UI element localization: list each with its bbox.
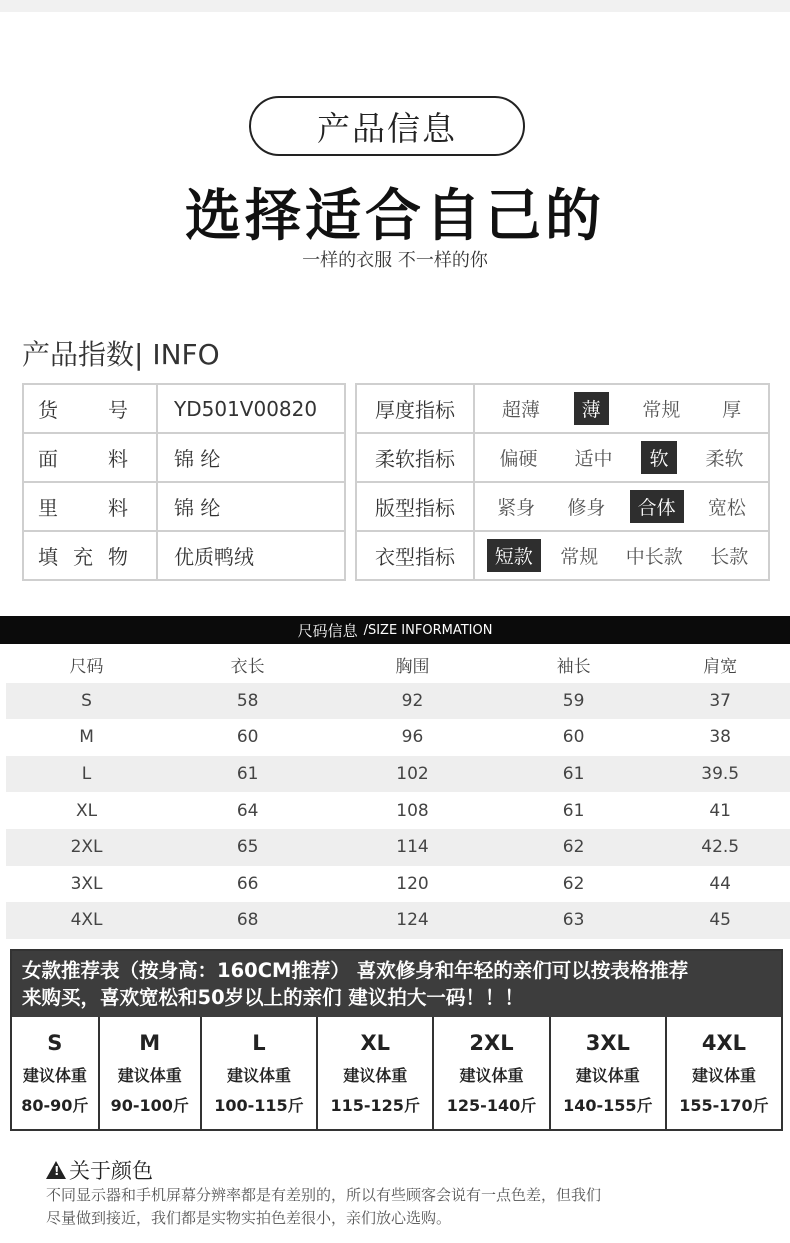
column-header: 胸围: [395, 656, 430, 677]
product-info-pill: 产品信息: [249, 96, 525, 156]
size-row: [6, 866, 790, 903]
index-row: [356, 433, 769, 482]
size-row: [6, 756, 790, 793]
size-cell: 65: [167, 829, 328, 866]
basic-row: [23, 433, 345, 482]
weight-range: 155-170斤: [679, 1095, 769, 1115]
size-cell: XL: [75, 800, 98, 821]
basic-key: 货 号: [23, 384, 157, 433]
index-option: 中长款: [625, 546, 683, 568]
size-cell: 59: [497, 683, 651, 720]
warning-icon: !: [46, 1161, 66, 1179]
color-note-title: [46, 1155, 153, 1185]
basic-value: 锦 纶: [157, 482, 345, 531]
index-row: [356, 482, 769, 531]
size-cell: 45: [650, 902, 790, 939]
weight-size: M: [139, 1030, 161, 1055]
weight-size: 2XL: [469, 1030, 514, 1055]
top-strip: [0, 0, 790, 12]
weight-range: 100-115斤: [214, 1095, 304, 1115]
size-table: [6, 646, 790, 939]
weight-cell: [433, 1017, 549, 1129]
basic-key: 填 充 物: [23, 531, 157, 580]
weight-label: 建议体重: [343, 1065, 408, 1085]
size-cell: 61: [497, 756, 651, 793]
size-cell: M: [79, 727, 94, 748]
size-row: [6, 902, 790, 939]
index-option: 常规: [560, 546, 599, 568]
basic-info-table: [22, 383, 346, 581]
size-cell: 64: [236, 800, 259, 821]
index-option: 修身: [567, 497, 606, 519]
size-cell: 62: [497, 829, 651, 866]
weight-cell: [550, 1017, 666, 1129]
weight-range: 140-155斤: [563, 1095, 653, 1115]
index-option: 宽松: [707, 497, 746, 519]
size-cell: 37: [650, 683, 790, 720]
size-cell: L: [6, 756, 167, 793]
color-note-line-1: 不同显示器和手机屏幕分辨率都是有差别的，所以有些顾客会说有一点色差，但我们: [46, 1186, 602, 1204]
size-cell: 61: [562, 800, 585, 821]
size-cell: 61: [167, 756, 328, 793]
basic-key: 里 料: [23, 482, 157, 531]
size-chart-title-cn: 尺码信息: [297, 621, 358, 640]
index-option: 软: [641, 441, 676, 474]
weight-cell: [201, 1017, 317, 1129]
index-label: 版型指标: [356, 482, 474, 531]
weight-range: 80-90斤: [21, 1095, 89, 1115]
index-label: 柔软指标: [356, 433, 474, 482]
size-cell: 114: [328, 829, 497, 866]
basic-row: [23, 531, 345, 580]
color-note-heading: 关于颜色: [69, 1159, 153, 1183]
size-cell: 102: [328, 756, 497, 793]
size-cell: 96: [401, 727, 424, 748]
index-option: 偏硬: [499, 448, 538, 470]
index-label: 衣型指标: [356, 531, 474, 580]
size-cell: 39.5: [650, 756, 790, 793]
recommendation-header: [12, 951, 781, 1017]
weight-range: 90-100斤: [110, 1095, 189, 1115]
info-section-title: 产品指数| INFO: [22, 338, 220, 371]
basic-value: 优质鸭绒: [157, 531, 345, 580]
recommendation-line-2: 来购买，喜欢宽松和50岁以上的亲们 建议拍大一码！！！: [22, 986, 524, 1009]
size-cell: 38: [709, 727, 731, 748]
column-header: 袖长: [556, 656, 591, 677]
size-chart-title-en: /SIZE INFORMATION: [363, 622, 493, 638]
index-option: 柔软: [705, 448, 744, 470]
weight-label: 建议体重: [691, 1065, 756, 1085]
weight-size: L: [252, 1030, 266, 1055]
weight-cell: [12, 1017, 99, 1129]
index-option: 合体: [630, 490, 684, 523]
size-row: [6, 792, 790, 829]
weight-range: 125-140斤: [446, 1095, 537, 1115]
index-option: 薄: [574, 392, 609, 425]
recommendation-box: [10, 949, 783, 1131]
size-row: [6, 829, 790, 866]
index-option: 紧身: [497, 497, 536, 519]
size-cell: 41: [709, 800, 731, 821]
size-cell: 42.5: [650, 829, 790, 866]
recommendation-line-1: 女款推荐表（按身高：160CM推荐） 喜欢修身和年轻的亲们可以按表格推荐: [22, 959, 689, 982]
index-row: [356, 384, 769, 433]
size-cell: S: [6, 683, 167, 720]
weight-cell: [317, 1017, 433, 1129]
size-cell: 58: [167, 683, 328, 720]
weight-table: [12, 1017, 781, 1129]
column-header: 肩宽: [703, 656, 738, 677]
size-cell: 60: [236, 727, 259, 748]
weight-label: 建议体重: [22, 1065, 87, 1085]
size-table-header: [6, 646, 790, 683]
size-cell: 68: [167, 902, 328, 939]
size-cell: 120: [396, 873, 429, 894]
size-chart-header: [0, 616, 790, 644]
size-cell: 124: [328, 902, 497, 939]
weight-cell: [99, 1017, 201, 1129]
size-cell: 92: [328, 683, 497, 720]
index-row: [356, 531, 769, 580]
column-header: 尺码: [69, 656, 104, 677]
weight-size: XL: [360, 1030, 391, 1055]
weight-size: 4XL: [701, 1030, 747, 1055]
headline: 选择适合自己的: [185, 184, 605, 249]
basic-row: [23, 384, 345, 433]
index-option: 长款: [710, 546, 749, 568]
weight-label: 建议体重: [117, 1065, 182, 1085]
size-cell: 3XL: [70, 873, 103, 894]
index-option: 适中: [574, 448, 613, 470]
weight-range: 115-125斤: [330, 1095, 420, 1115]
color-note-line-2: 尽量做到接近，我们都是实物实拍色差很小，亲们放心选购。: [46, 1209, 452, 1227]
basic-value: 锦 纶: [157, 433, 345, 482]
size-row: [6, 719, 790, 756]
size-cell: 60: [562, 727, 585, 748]
size-cell: 44: [709, 873, 731, 894]
basic-row: [23, 482, 345, 531]
basic-key: 面 料: [23, 433, 157, 482]
tagline: 一样的衣服 不一样的你: [302, 250, 488, 271]
index-option: 常规: [642, 399, 681, 421]
index-label: 厚度指标: [356, 384, 474, 433]
size-cell: 4XL: [6, 902, 167, 939]
weight-size: 3XL: [585, 1030, 630, 1055]
index-option: 短款: [487, 539, 541, 572]
weight-label: 建议体重: [459, 1065, 524, 1085]
weight-label: 建议体重: [575, 1065, 640, 1085]
weight-label: 建议体重: [226, 1065, 291, 1085]
weight-cell: [666, 1017, 781, 1129]
basic-value: YD501V00820: [157, 384, 345, 433]
index-table: [355, 383, 770, 581]
color-note-text: [46, 1184, 746, 1230]
size-row: [6, 683, 790, 720]
index-option: 超薄: [501, 399, 540, 421]
size-cell: 2XL: [6, 829, 167, 866]
column-header: 衣长: [230, 656, 265, 677]
index-option: 厚: [722, 399, 742, 421]
size-cell: 66: [236, 873, 259, 894]
size-cell: 62: [562, 873, 585, 894]
weight-size: S: [47, 1030, 63, 1055]
size-cell: 63: [497, 902, 651, 939]
size-cell: 108: [396, 800, 429, 821]
